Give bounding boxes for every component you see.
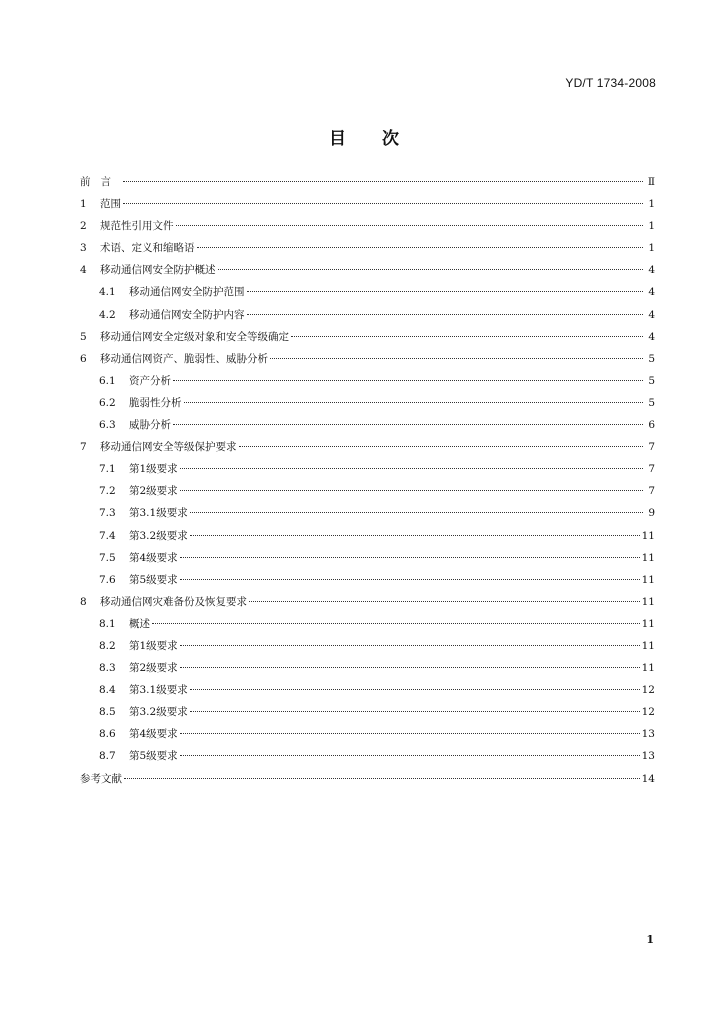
toc-entry[interactable]: [80, 638, 655, 660]
toc-entry-page: 14: [641, 772, 655, 785]
toc-dot-leader: [190, 535, 640, 536]
toc-dot-leader: [180, 755, 640, 756]
toc-entry[interactable]: [80, 682, 655, 704]
toc-entry-page: 11: [641, 639, 655, 652]
toc-dot-leader: [180, 579, 640, 580]
toc-entry-title: 第3.2级要求: [129, 529, 188, 542]
toc-entry-number: 8.7: [99, 750, 116, 763]
toc-entry[interactable]: [80, 660, 655, 682]
toc-entry-number: 6.2: [99, 396, 116, 409]
toc-entry-page: 7: [648, 485, 655, 498]
toc-entry-number: 1: [80, 198, 87, 211]
page-title: 目次: [329, 129, 435, 149]
toc-entry-page: 7: [648, 463, 655, 476]
toc-entry[interactable]: [80, 572, 655, 594]
toc-entry-number: 7: [80, 441, 87, 454]
toc-entry-page: 12: [641, 706, 655, 719]
toc-entry-title: 移动通信网安全定级对象和安全等级确定: [100, 330, 289, 343]
toc-entry-number: 4: [80, 264, 87, 277]
toc-entry-page: 13: [641, 750, 655, 763]
toc-entry-number: 8.2: [99, 639, 116, 652]
toc-entry-page: 4: [648, 264, 655, 277]
toc-entry-number: 8.6: [99, 728, 116, 741]
toc-entry-title: 术语、定义和缩略语: [100, 242, 195, 255]
toc-entry-title: 第1级要求: [129, 463, 178, 476]
toc-entry-title: 移动通信网安全防护内容: [129, 308, 245, 321]
toc-entry[interactable]: [80, 284, 655, 306]
toc-entry-title: 移动通信网安全防护范围: [129, 286, 245, 299]
toc-entry[interactable]: [80, 483, 655, 505]
toc-entry-page: 5: [648, 396, 655, 409]
toc-entry-title: 第3.1级要求: [129, 684, 188, 697]
toc-entry[interactable]: [80, 461, 655, 483]
toc-entry[interactable]: [80, 373, 655, 395]
toc-entry[interactable]: [80, 218, 655, 240]
toc-dot-leader: [176, 225, 644, 226]
toc-entry-number: 8.3: [99, 662, 116, 675]
toc-entry-number: 5: [80, 330, 87, 343]
toc-entry-number: 7.1: [99, 463, 116, 476]
toc-dot-leader: [173, 380, 643, 381]
toc-entry-title: 第3.2级要求: [129, 706, 188, 719]
toc-dot-leader: [190, 512, 643, 513]
toc-entry-number: 8.1: [99, 617, 116, 630]
toc-entry[interactable]: [80, 704, 655, 726]
toc-dot-leader: [180, 468, 643, 469]
toc-entry-number: 8: [80, 595, 87, 608]
toc-dot-leader: [247, 291, 644, 292]
toc-entry-title: 移动通信网资产、脆弱性、威胁分析: [100, 352, 268, 365]
toc-dot-leader: [270, 358, 643, 359]
toc-entry-title: 脆弱性分析: [129, 396, 182, 409]
toc-dot-leader: [190, 711, 640, 712]
toc-entry[interactable]: [80, 174, 655, 196]
toc-dot-leader: [197, 247, 644, 248]
toc-entry-page: 11: [641, 551, 655, 564]
toc-entry-number: 4.2: [99, 308, 116, 321]
toc-entry-page: 13: [641, 728, 655, 741]
toc-entry-title: 威胁分析: [129, 419, 171, 432]
toc-entry[interactable]: [80, 307, 655, 329]
toc-entry-page: 7: [648, 441, 655, 454]
toc-dot-leader: [291, 336, 643, 337]
toc-entry[interactable]: [80, 748, 655, 770]
toc-entry-title: 移动通信网安全等级保护要求: [100, 441, 237, 454]
toc-entry-page: 11: [641, 573, 655, 586]
toc-entry-title: 范围: [100, 198, 121, 211]
toc-dot-leader: [180, 557, 640, 558]
toc-dot-leader: [123, 181, 643, 182]
toc-entry[interactable]: [80, 395, 655, 417]
toc-entry[interactable]: [80, 262, 655, 284]
toc-entry[interactable]: [80, 550, 655, 572]
toc-entry-page: 4: [648, 330, 655, 343]
toc-entry-page: 1: [648, 220, 655, 233]
toc-entry[interactable]: [80, 528, 655, 550]
toc-entry-number: 7.6: [99, 573, 116, 586]
toc-dot-leader: [218, 269, 644, 270]
toc-entry-number: 8.5: [99, 706, 116, 719]
toc-entry-number: 7.3: [99, 507, 116, 520]
toc-entry[interactable]: [80, 771, 655, 793]
toc-entry-title: 第5级要求: [129, 573, 178, 586]
toc-entry-page: 1: [648, 198, 655, 211]
standard-code: YD/T 1734-2008: [565, 76, 656, 90]
toc-entry-number: 6.3: [99, 419, 116, 432]
toc-dot-leader: [123, 203, 643, 204]
toc-entry-page: 9: [648, 507, 655, 520]
toc-entry[interactable]: [80, 594, 655, 616]
toc-entry[interactable]: [80, 351, 655, 373]
toc-entry-number: 3: [80, 242, 87, 255]
toc-entry[interactable]: [80, 196, 655, 218]
toc-entry-title: 资产分析: [129, 374, 171, 387]
toc-entry-page: 1: [648, 242, 655, 255]
toc-entry-number: 2: [80, 220, 87, 233]
toc-dot-leader: [180, 490, 643, 491]
toc-dot-leader: [152, 623, 640, 624]
toc-dot-leader: [173, 424, 643, 425]
toc-entry[interactable]: [80, 439, 655, 461]
toc-entry-page: 11: [641, 617, 655, 630]
toc-entry-title: 概述: [129, 617, 150, 630]
toc-entry-title: 规范性引用文件: [100, 220, 174, 233]
toc-entry-number: 7.5: [99, 551, 116, 564]
toc-entry-number: 7.2: [99, 485, 116, 498]
toc-dot-leader: [180, 645, 640, 646]
toc-entry-title: 第1级要求: [129, 639, 178, 652]
toc-entry-title: 参考文献: [80, 772, 122, 785]
toc-dot-leader: [184, 402, 644, 403]
toc-entry-page: 5: [648, 374, 655, 387]
toc-entry-number: 7.4: [99, 529, 116, 542]
toc-entry-page: 4: [648, 286, 655, 299]
toc-entry-title: 第4级要求: [129, 728, 178, 741]
toc-entry[interactable]: [80, 329, 655, 351]
toc-entry[interactable]: [80, 505, 655, 527]
toc-entry-page: Ⅱ: [647, 176, 655, 188]
toc-entry-title: 第2级要求: [129, 485, 178, 498]
toc-entry-title: 移动通信网灾难备份及恢复要求: [100, 595, 247, 608]
toc-entry[interactable]: [80, 417, 655, 439]
toc-entry[interactable]: [80, 726, 655, 748]
toc-entry-title: 前言: [80, 176, 121, 188]
toc-entry-page: 11: [641, 529, 655, 542]
toc-entry-title: 移动通信网安全防护概述: [100, 264, 216, 277]
toc-dot-leader: [239, 446, 644, 447]
toc-entry-title: 第5级要求: [129, 750, 178, 763]
toc-dot-leader: [124, 778, 640, 779]
toc-entry-page: 11: [641, 595, 655, 608]
toc-entry-page: 11: [641, 662, 655, 675]
toc-entry-number: 4.1: [99, 286, 116, 299]
toc-entry-number: 6.1: [99, 374, 116, 387]
toc-entry-title: 第3.1级要求: [129, 507, 188, 520]
toc-dot-leader: [247, 314, 644, 315]
table-of-contents: [80, 174, 655, 793]
toc-dot-leader: [180, 667, 640, 668]
toc-entry-title: 第2级要求: [129, 662, 178, 675]
page-number: 1: [646, 933, 654, 946]
toc-entry-page: 12: [641, 684, 655, 697]
toc-dot-leader: [249, 601, 640, 602]
toc-dot-leader: [180, 733, 640, 734]
toc-entry-page: 5: [648, 352, 655, 365]
toc-entry-page: 6: [648, 419, 655, 432]
toc-entry-number: 8.4: [99, 684, 116, 697]
toc-entry[interactable]: [80, 240, 655, 262]
toc-entry[interactable]: [80, 616, 655, 638]
toc-entry-number: 6: [80, 352, 87, 365]
toc-entry-page: 4: [648, 308, 655, 321]
toc-entry-title: 第4级要求: [129, 551, 178, 564]
toc-dot-leader: [190, 689, 640, 690]
